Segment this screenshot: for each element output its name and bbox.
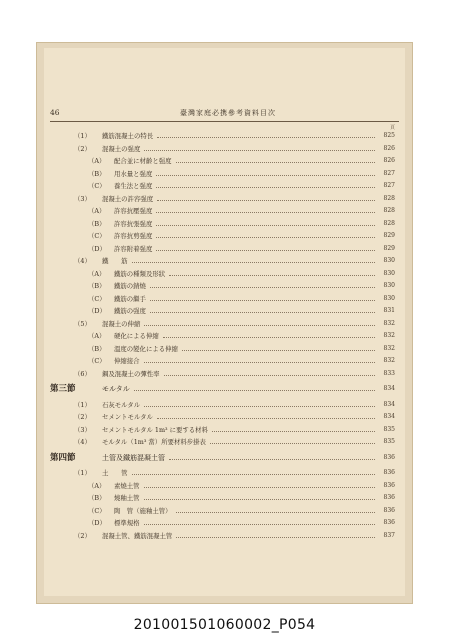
leader-dots [144,362,375,363]
toc-entry-text: セメントモルタル 1m³ に要する材料 [102,425,208,434]
toc-marker: （D） [88,307,106,315]
toc-row [44,411,405,423]
leader-dots [163,337,375,338]
toc-row [44,205,405,217]
leader-dots [164,375,375,376]
toc-marker: （A） [88,269,106,278]
toc-marker: （3） [74,194,91,203]
toc-row [44,230,405,242]
toc-row [44,280,405,292]
toc-entry-text: 溫度の變化による伸縮 [114,344,178,353]
toc-entry-text: モルタル（1m³ 當）所要材料步掛表 [102,438,206,446]
toc-page-number: 836 [383,453,395,461]
toc-entry-text: 鋼及混凝土の彈性率 [102,369,160,378]
toc-marker: （B） [88,344,106,353]
toc-page-number: 834 [383,400,395,408]
leader-dots [182,350,375,351]
toc-entry-text: 燒釉土管 [114,494,140,502]
toc-row [44,193,405,205]
leader-dots [144,487,375,488]
toc-page-number: 826 [383,157,395,164]
page-number: 46 [50,108,60,117]
toc-row [44,505,405,517]
toc-entry-text: 用水量と强度 [114,169,153,178]
toc-page-number: 825 [383,132,395,139]
page-column-mark: 頁 [389,125,395,131]
toc-page-number: 834 [383,385,395,392]
toc-entry-text: 鐵筋の强度 [114,307,146,315]
toc-entry-text: 鐵筋混凝土の特長 [102,132,154,140]
leader-dots [156,212,375,213]
leader-dots [144,499,375,500]
toc-row [44,480,405,492]
toc-entry-text: 石灰モルタル [102,400,141,409]
leader-dots [144,325,375,326]
book-page [44,48,405,596]
toc-marker: （A） [88,157,106,165]
toc-entry-text: 鐵 筋 [102,257,128,265]
toc-row [44,243,405,255]
toc-marker: （A） [88,207,106,215]
leader-dots [157,418,375,419]
toc-entry-text: 混凝土の許容强度 [102,194,154,203]
toc-row [44,517,405,529]
toc-marker: （1） [74,469,91,477]
leader-dots [212,431,375,432]
toc-page-number: 833 [383,369,395,377]
toc-entry-text: 土管及鐵筋混凝土管 [102,453,165,462]
toc-section-row [44,383,405,395]
toc-page-number: 835 [383,425,395,433]
toc-entry-text: 許容抗剪强度 [114,232,153,240]
leader-dots [157,137,375,138]
toc-page-number: 831 [383,307,395,314]
toc-marker: （6） [74,369,91,378]
leader-dots [156,175,375,176]
toc-page-number: 836 [383,494,395,501]
toc-row [44,368,405,380]
toc-row [44,330,405,342]
image-caption: 201001501060002_P054 [133,617,316,633]
toc-page-number: 836 [383,519,395,526]
leader-dots [144,524,375,525]
toc-row [44,318,405,330]
toc-row [44,168,405,180]
toc-marker: （C） [88,506,106,515]
toc-marker: （D） [88,244,106,253]
toc-marker: 第四節 [50,452,76,463]
leader-dots [132,474,375,475]
leader-dots [156,237,375,238]
toc-entry-text: 配合並に材齡と强度 [114,157,172,165]
toc-marker: （2） [74,144,91,153]
toc-row [44,399,405,411]
leader-dots [176,512,375,513]
toc-entry-text: 素燒土管 [114,481,140,490]
toc-entry-text: 混凝土の强度 [102,144,141,153]
toc-marker: （4） [74,257,91,265]
toc-row [44,530,405,542]
toc-entry-text: 標準規格 [114,519,140,527]
toc-row [44,492,405,504]
leader-dots [156,250,375,251]
leader-dots [150,300,375,301]
leader-dots [134,390,375,391]
toc-entry-text: 養生法と强度 [114,182,153,190]
leader-dots [150,312,375,313]
toc-page-number: 826 [383,144,395,152]
toc-section-row [44,452,405,464]
toc-entry-text: 鐵筋の繼手 [114,294,146,303]
toc-marker: （1） [74,132,91,140]
toc-page-number: 828 [383,207,395,214]
leader-dots [157,200,375,201]
toc-row [44,255,405,267]
toc-page-number: 830 [383,282,395,289]
toc-row [44,293,405,305]
toc-marker: （3） [74,425,91,434]
toc-page-number: 828 [383,219,395,227]
toc-row [44,436,405,448]
leader-dots [156,225,375,226]
leader-dots [169,275,375,276]
toc-row [44,143,405,155]
toc-marker: （A） [88,332,106,340]
toc-row [44,155,405,167]
toc-row [44,218,405,230]
leader-dots [210,443,375,444]
toc-entry-text: 鐵筋の錆燒 [114,282,146,290]
toc-entry-text: 土 管 [102,469,128,477]
toc-page-number: 832 [383,332,395,339]
toc-marker: （A） [88,481,106,490]
toc-marker: （B） [88,494,106,502]
toc-marker: （C） [88,357,106,365]
toc-marker: （C） [88,232,106,240]
toc-marker: （D） [88,519,106,527]
toc-page-number: 829 [383,244,395,252]
toc-page-number: 832 [383,344,395,352]
toc-row [44,424,405,436]
toc-marker: （B） [88,282,106,290]
toc-entry-text: セメントモルタル [102,413,153,421]
toc-marker: （C） [88,182,106,190]
toc-page-number: 827 [383,169,395,177]
toc-marker: （4） [74,438,91,446]
leader-dots [132,262,375,263]
page-header [50,108,399,120]
toc-marker: （5） [74,319,91,328]
toc-entry-text: モルタル [102,385,130,393]
toc-marker: 第三節 [50,384,76,394]
toc-entry-text: 許容抗壓强度 [114,207,153,215]
toc-row [44,268,405,280]
toc-page-number: 829 [383,232,395,239]
toc-marker: （2） [74,413,91,421]
leader-dots [144,150,375,151]
toc-entry-text: 陶 管（施釉土管） [114,506,172,515]
toc-page-number: 828 [383,194,395,202]
toc-marker: （B） [88,219,106,228]
toc-marker: （C） [88,294,106,303]
leader-dots [176,162,375,163]
toc-page-number: 837 [383,531,395,539]
toc-page-number: 836 [383,481,395,489]
toc-entry-text: 混凝土の伸縮 [102,319,141,328]
toc-page-number: 830 [383,269,395,277]
toc-page-number: 834 [383,413,395,420]
toc-row [44,130,405,142]
toc-page-number: 836 [383,469,395,476]
toc-entry-text: 伸縮接合 [114,357,140,365]
leader-dots [156,187,375,188]
toc-page-number: 830 [383,257,395,264]
toc-row [44,343,405,355]
toc-row [44,467,405,479]
toc-page-number: 830 [383,294,395,302]
toc-marker: （2） [74,531,91,540]
toc-page-number: 827 [383,182,395,189]
toc-entry-text: 鐵筋の種類及形狀 [114,269,166,278]
header-rule [50,121,399,122]
toc-row [44,355,405,367]
toc-entry-text: 許容抗張强度 [114,219,153,228]
toc-entry-text: 硬化による伸縮 [114,332,159,340]
scanned-page-frame [36,42,413,604]
toc-page-number: 836 [383,506,395,514]
toc-page-number: 835 [383,438,395,445]
toc-page-number: 832 [383,357,395,364]
leader-dots [176,537,375,538]
leader-dots [150,287,375,288]
toc-entry-text: 混凝土管、鐵筋混凝土管 [102,531,173,540]
running-title: 臺灣家庭必携參考資料目次 [180,109,276,117]
toc-row [44,180,405,192]
leader-dots [169,459,375,460]
toc-page-number: 832 [383,319,395,327]
toc-entry-text: 許容附着强度 [114,244,153,253]
leader-dots [144,406,375,407]
toc-row [44,305,405,317]
toc-marker: （B） [88,169,106,178]
toc-marker: （1） [74,400,91,409]
